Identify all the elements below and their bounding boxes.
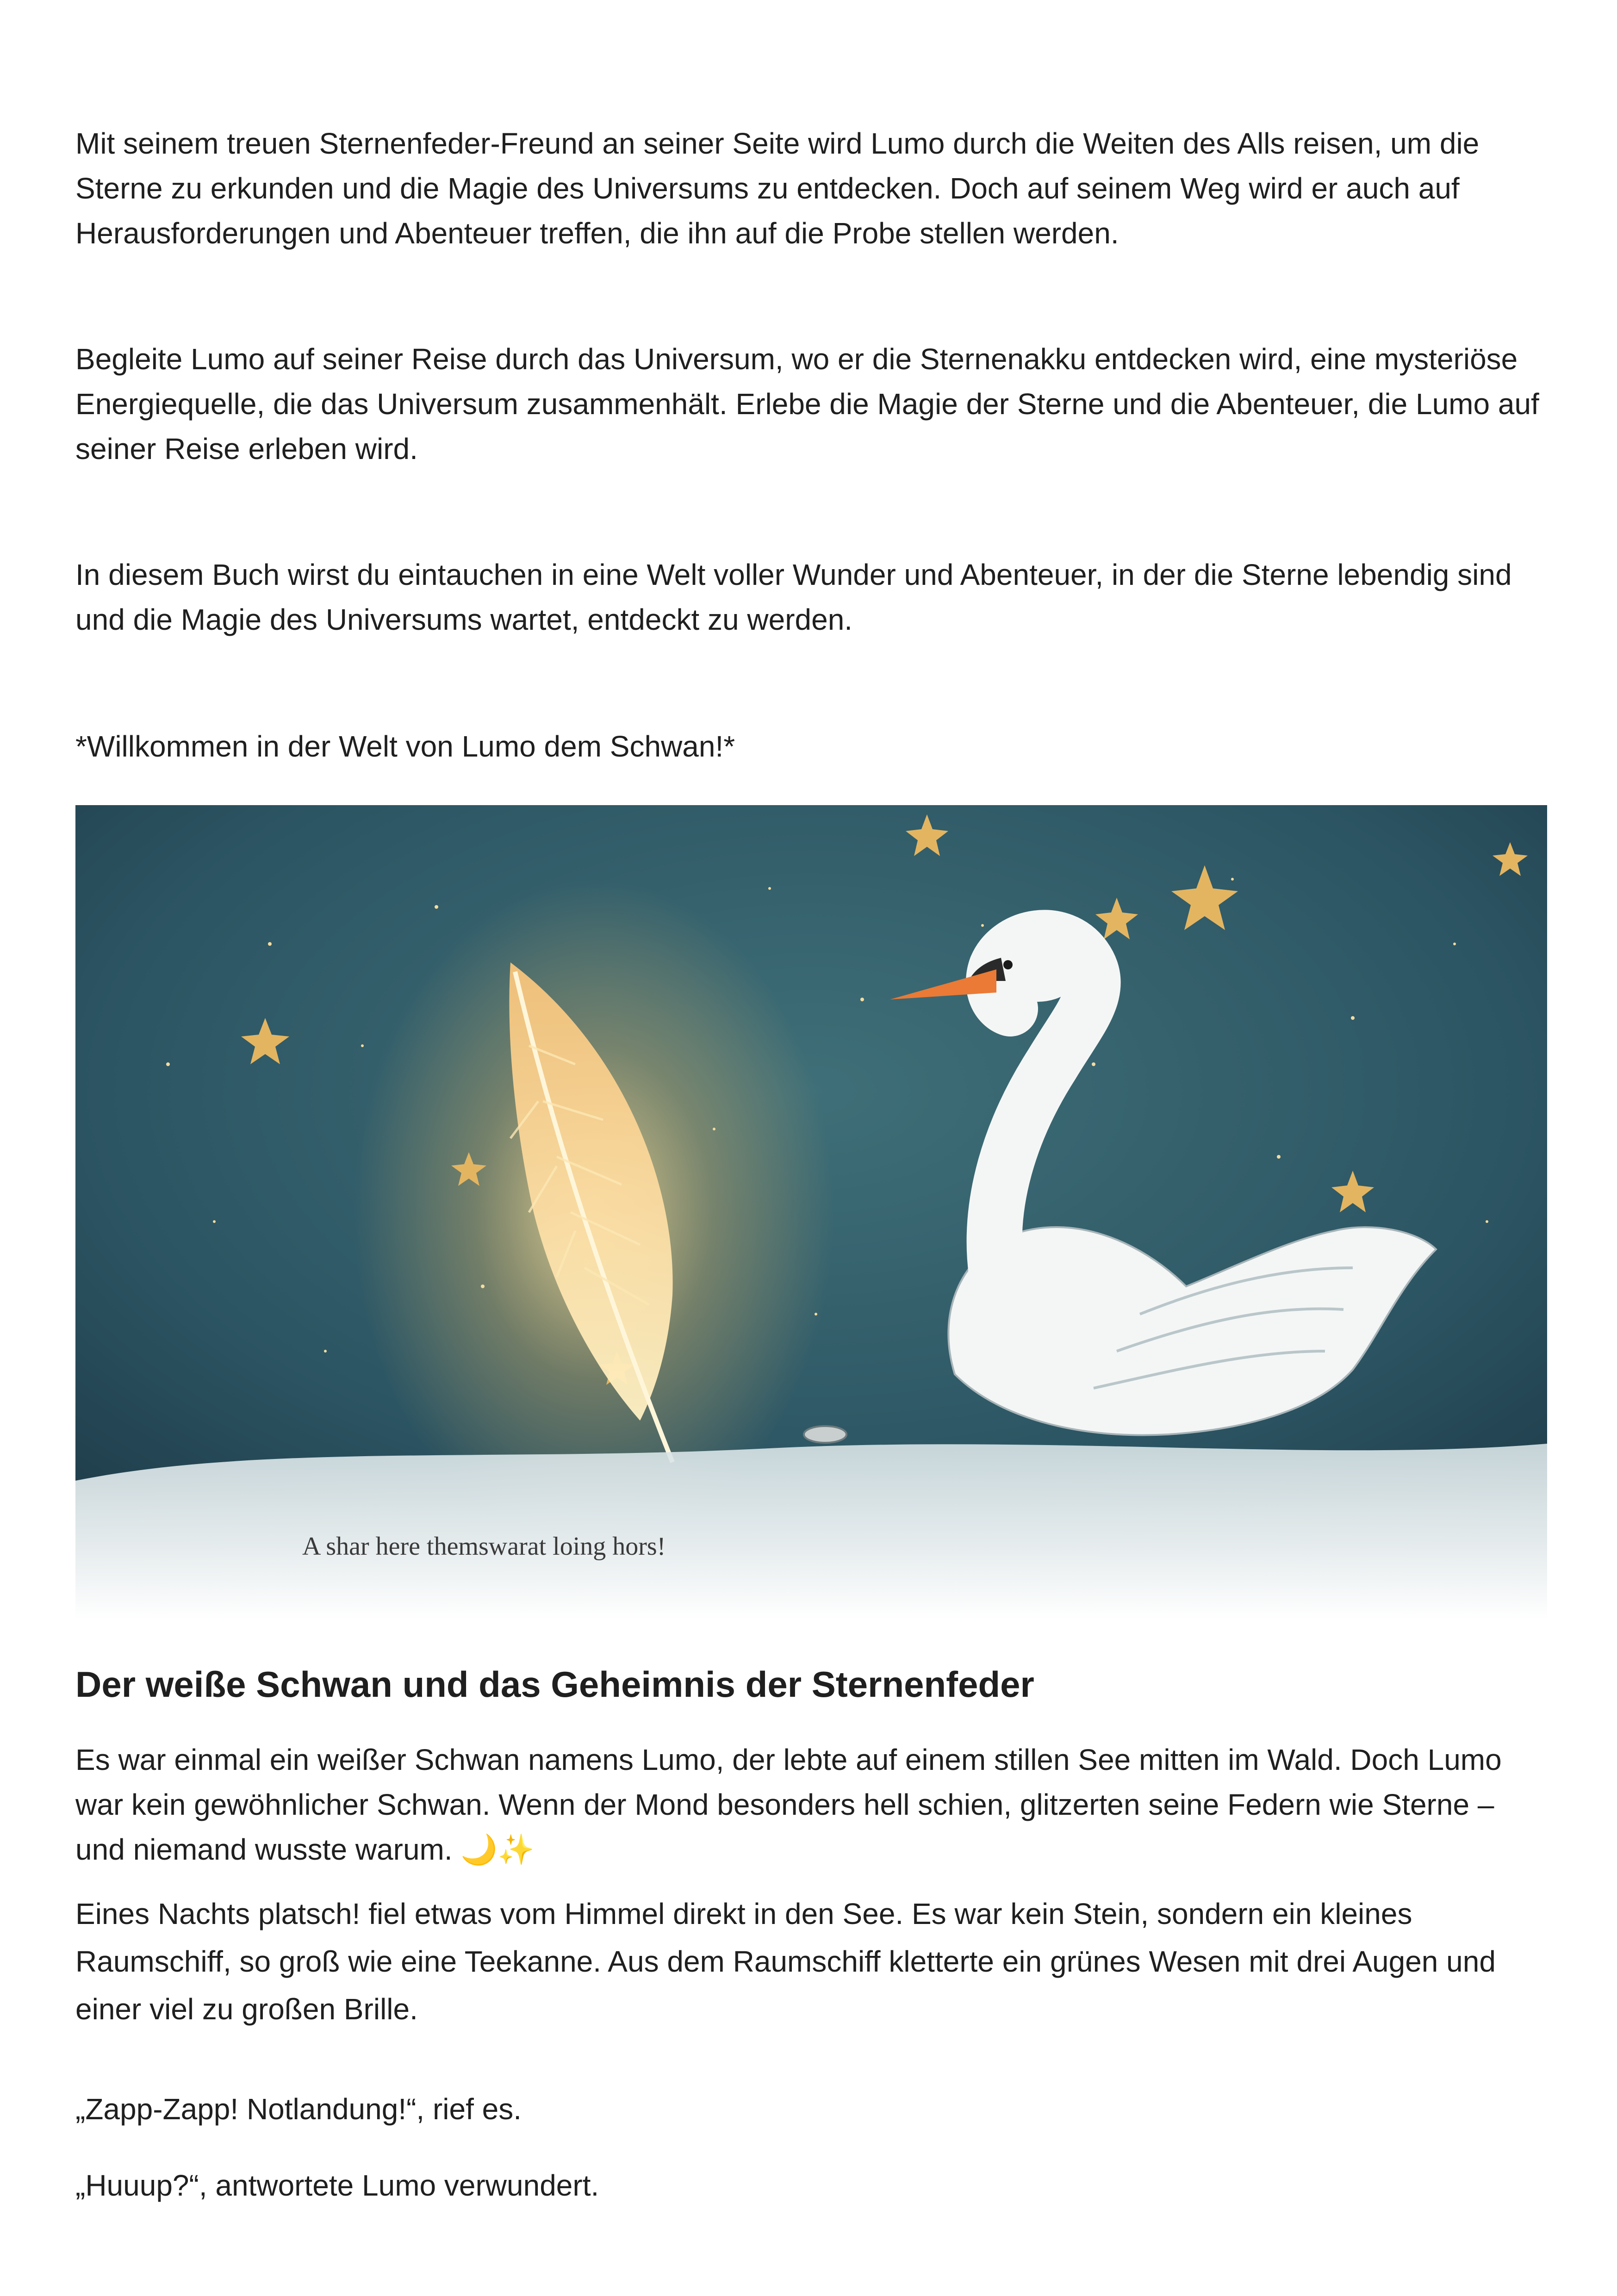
moon-sparkles-icon: 🌙✨ xyxy=(460,1833,535,1867)
story-paragraph-3: „Zapp-Zapp! Notlandung!“, rief es. xyxy=(75,2092,522,2126)
story-paragraph-1 xyxy=(75,1738,1547,1873)
story-title: Der weiße Schwan und das Geheimnis der Sternenfeder xyxy=(75,1664,1034,1705)
ink-pot xyxy=(804,1426,846,1443)
swan-feather-illustration xyxy=(75,805,1547,1620)
story-paragraph-1-text: Es war einmal ein weißer Schwan namens Lumo, der lebte auf einem stillen See mitten im Wald. Doch Lumo war kein gewöhnlicher Schwan. Wenn der Mond besonders hell schien, glitzerten seine Federn wie Sterne – und niemand wusste warum. xyxy=(75,1743,1502,1866)
intro-paragraph-3: In diesem Buch wirst du eintauchen in eine Welt voller Wunder und Abenteuer, in der die Sterne lebendig sind und die Magie des Universums wartet, entdeckt zu werden. xyxy=(75,558,1512,636)
welcome-line: *Willkommen in der Welt von Lumo dem Schwan!* xyxy=(75,730,735,763)
story-paragraph-4: „Huuup?“, antwortete Lumo verwundert. xyxy=(75,2169,599,2202)
intro-paragraph-2: Begleite Lumo auf seiner Reise durch das Universum, wo er die Sternenakku entdecken wird, eine mysteriöse Energiequelle, die das Universum zusammenhält. Erlebe die Magie der Sterne und die Abenteuer, die Lumo auf seiner Reise erleben wird. xyxy=(75,342,1539,465)
intro-paragraph-1: Mit seinem treuen Sternenfeder-Freund an seiner Seite wird Lumo durch die Weiten des Alls reisen, um die Sterne zu erkunden und die Magie des Universums zu entdecken. Doch auf seinem Weg wird er auch auf Herausforderungen und Abenteuer treffen, die ihn auf die Probe stellen werden. xyxy=(75,127,1480,250)
illustration-caption: A shar here themswarat loing hors! xyxy=(302,1532,666,1561)
story-paragraph-2: Eines Nachts platsch! fiel etwas vom Himmel direkt in den See. Es war kein Stein, sondern ein kleines Raumschiff, so groß wie eine Teekanne. Aus dem Raumschiff kletterte ein grünes Wesen mit drei Augen und einer viel zu großen Brille. xyxy=(75,1897,1496,2026)
snowy-ground xyxy=(75,1444,1547,1620)
